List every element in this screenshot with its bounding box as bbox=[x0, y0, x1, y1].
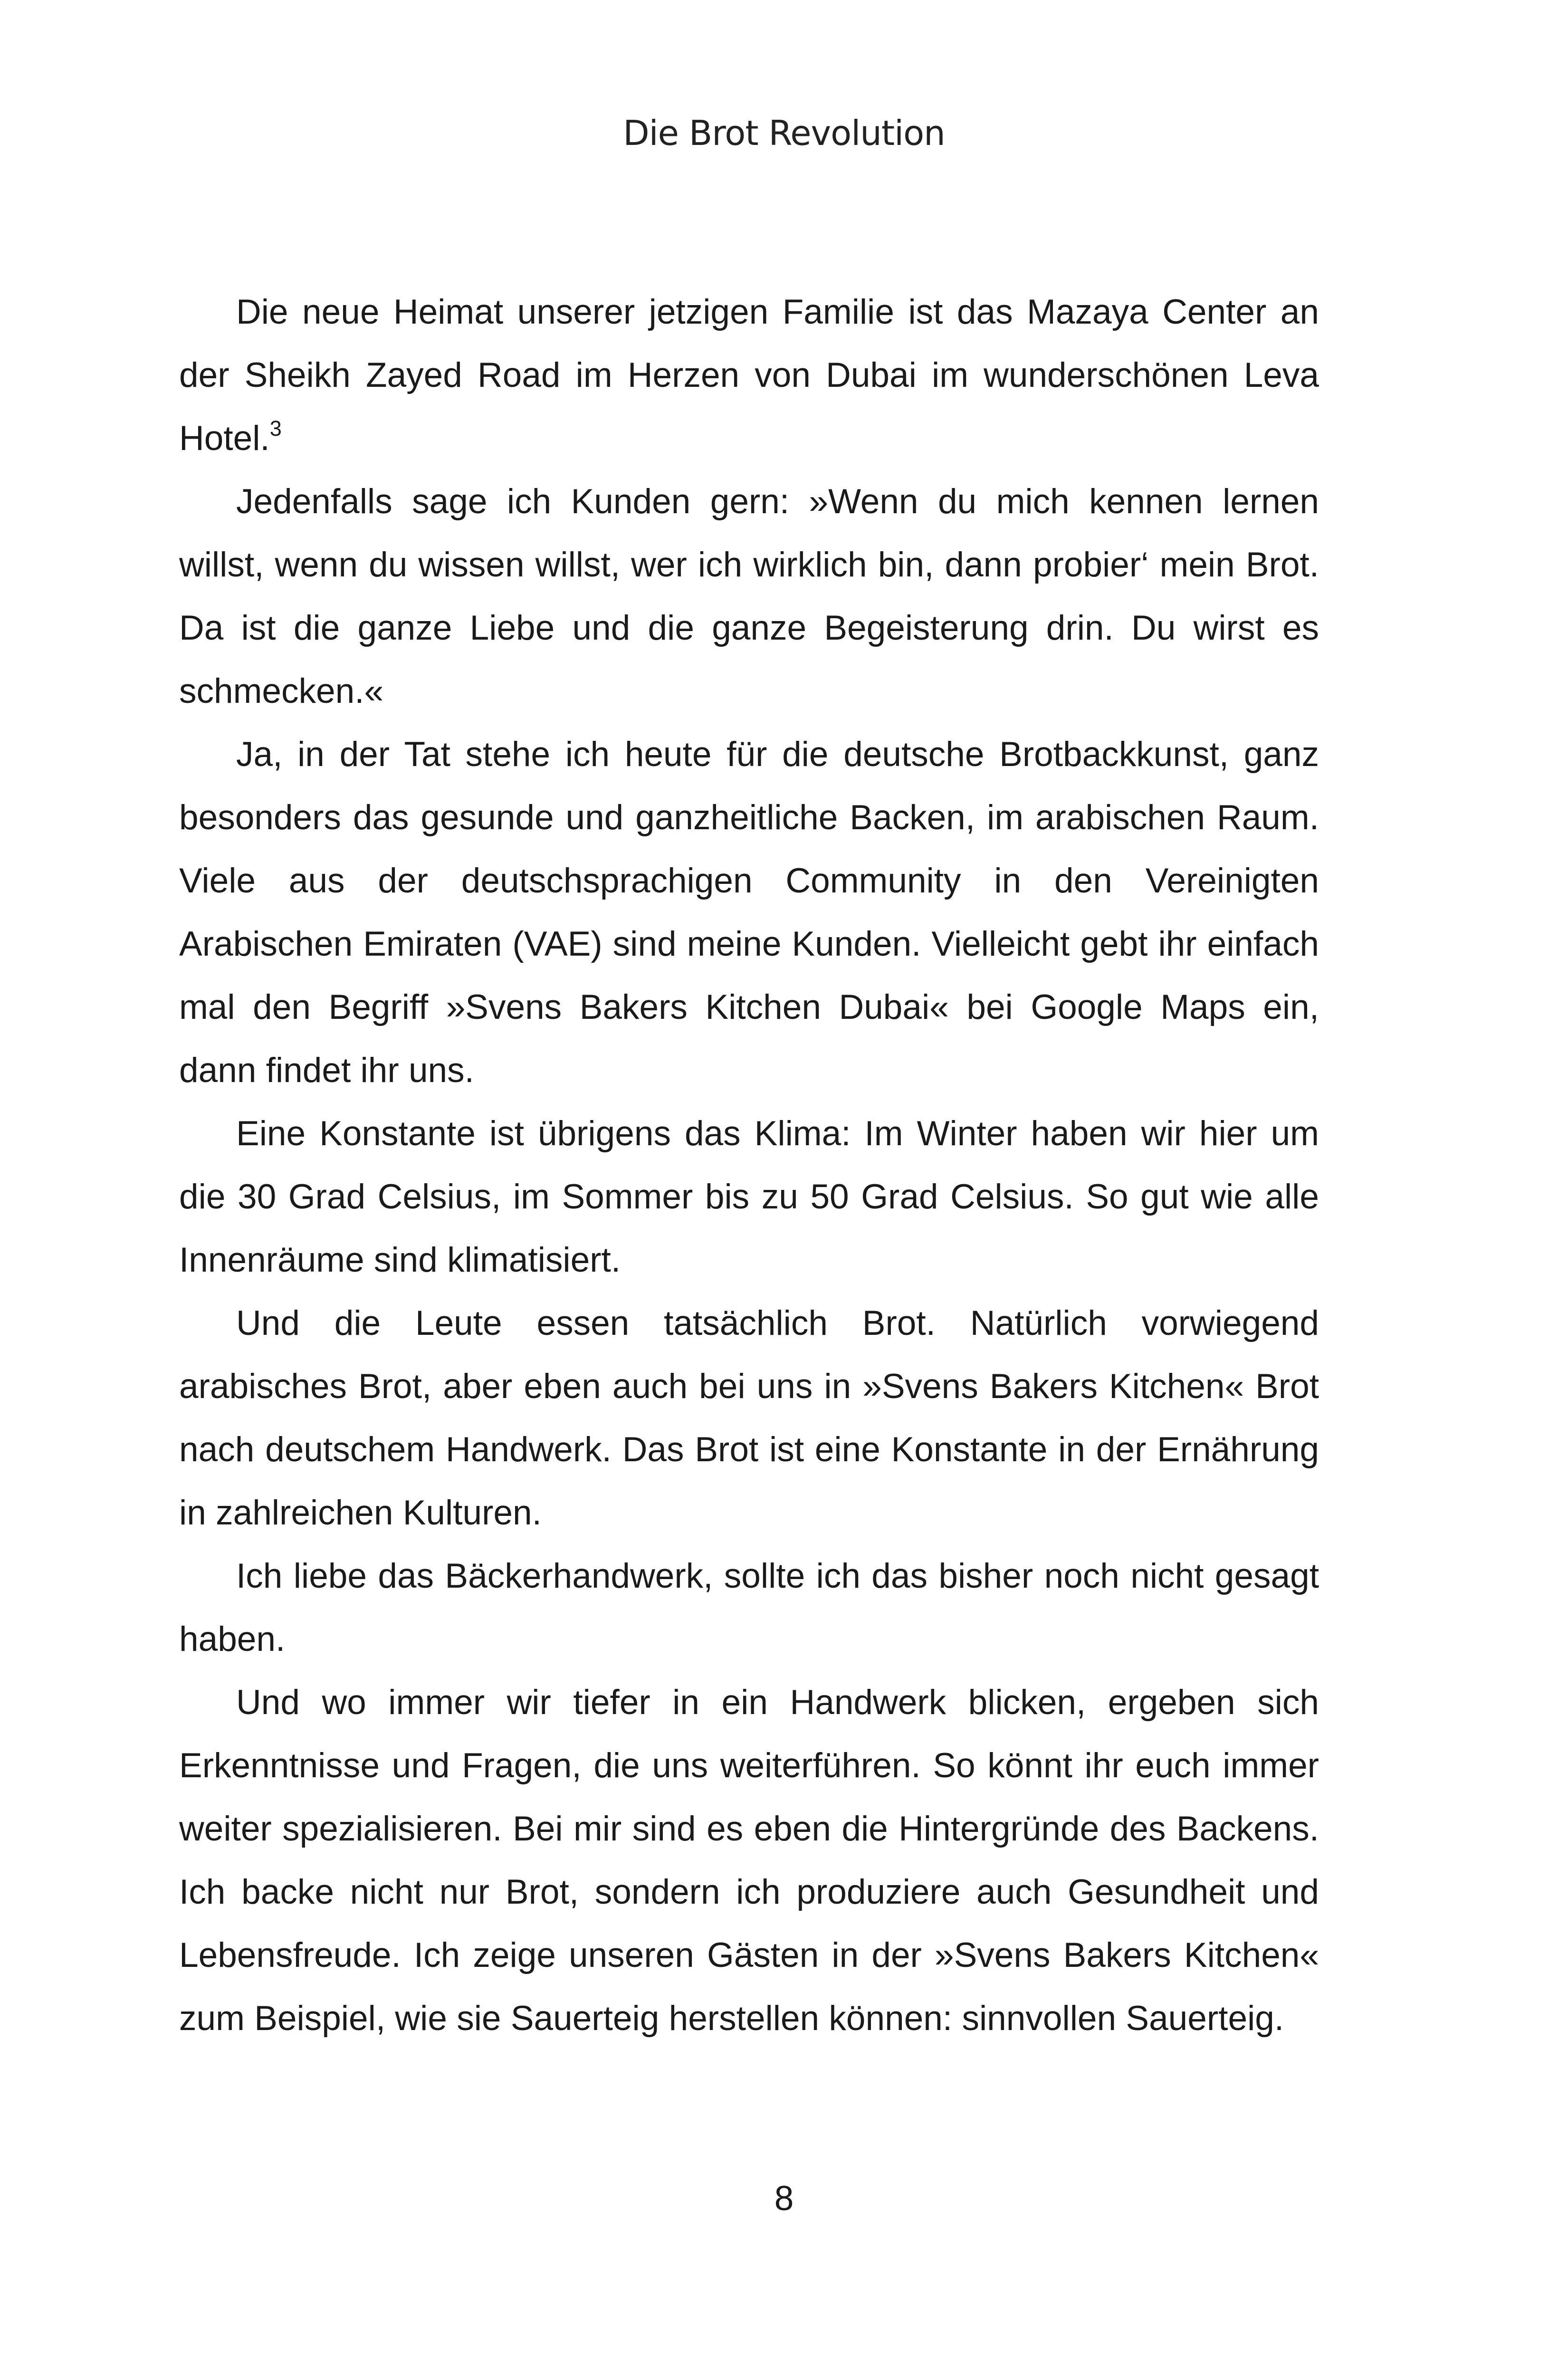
page-number: 8 bbox=[774, 2179, 794, 2218]
paragraph-1 bbox=[179, 280, 1319, 470]
paragraph-2: Jedenfalls sage ich Kunden gern: »Wenn du mich kennen lernen willst, wenn du wissen willst, wer ich wirklich bin, dann probier‘ mein Brot. Da ist die ganze Liebe und die ganze Begeisterung drin. Du wirst es schmecken.« bbox=[179, 482, 1319, 710]
paragraph-6: Ich liebe das Bäckerhandwerk, sollte ich das bisher noch nicht gesagt haben. bbox=[179, 1557, 1319, 1658]
running-head-title: Die Brot Revolution bbox=[623, 113, 945, 153]
paragraph-5: Und die Leute essen tatsächlich Brot. Natürlich vorwiegend arabisches Brot, aber eben auch bei uns in »Svens Bakers Kitchen« Brot nach deutschem Handwerk. Das Brot ist eine Konstante in der Ernährung in zahlreichen Kulturen. bbox=[179, 1304, 1319, 1532]
paragraph-1-text: Die neue Heimat unserer jetzigen Familie ist das Mazaya Center an der Sheikh Zayed Road im Herzen von Dubai im wunderschönen Leva Hotel. bbox=[179, 293, 1319, 458]
paragraph-7: Und wo immer wir tiefer in ein Handwerk blicken, ergeben sich Erkenntnisse und Fragen, die uns weiterführen. So könnt ihr euch immer weiter spezialisieren. Bei mir sind es eben die Hintergründe des Backens. Ich backe nicht nur Brot, sondern ich produziere auch Gesundheit und Lebensfreude. Ich zeige unseren Gästen in der »Svens Bakers Kitchen« zum Beispiel, wie sie Sauerteig herstellen können: sinnvollen Sauerteig. bbox=[179, 1683, 1319, 2038]
body-text bbox=[179, 280, 1319, 2050]
paragraph-4: Eine Konstante ist übrigens das Klima: Im Winter haben wir hier um die 30 Grad Celsius, im Sommer bis zu 50 Grad Celsius. So gut wie alle Innenräume sind klimatisiert. bbox=[179, 1114, 1319, 1279]
footnote-ref-3: 3 bbox=[269, 416, 282, 441]
paragraph-3: Ja, in der Tat stehe ich heute für die deutsche Brotbackkunst, ganz besonders das gesunde und ganzheitliche Backen, im arabischen Raum. Viele aus der deutschsprachigen Community in den Vereinigten Arabischen Emiraten (VAE) sind meine Kunden. Vielleicht gebt ihr einfach mal den Begriff »Svens Bakers Kitchen Dubai« bei Google Maps ein, dann findet ihr uns. bbox=[179, 735, 1319, 1090]
